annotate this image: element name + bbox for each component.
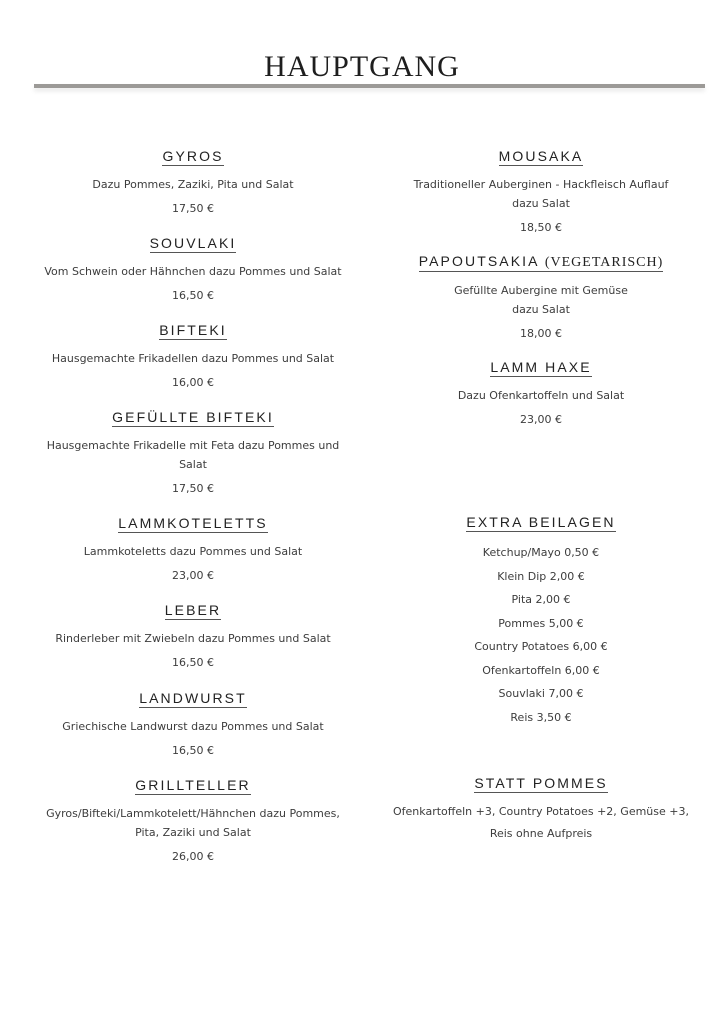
item-price: 17,50 € — [172, 202, 214, 215]
item-description: Dazu Pommes, Zaziki, Pita und Salat — [92, 178, 294, 191]
item-price: 23,00 € — [172, 569, 214, 582]
side-dish-item: Klein Dip 2,00 € — [497, 569, 585, 583]
page-title: HAUPTGANG — [264, 50, 460, 84]
side-dish-item: Pita 2,00 € — [511, 593, 571, 606]
item-description: Rinderleber mit Zwiebeln dazu Pommes und Salat — [55, 632, 331, 645]
side-dish-item: Country Potatoes 6,00 € — [474, 640, 608, 653]
extra-beilagen-section — [380, 512, 702, 729]
item-name: GYROS — [162, 148, 224, 164]
item-name: GEFÜLLTE BIFTEKI — [112, 409, 274, 425]
extra-beilagen-list — [380, 541, 702, 729]
description-line: Traditioneller Auberginen - Hackfleisch Auflauf — [413, 178, 669, 191]
item-name — [419, 254, 664, 272]
item-description: Dazu Ofenkartoffeln und Salat — [457, 389, 625, 402]
description-line: Pita, Zaziki und Salat — [135, 826, 251, 839]
side-dish-item: Souvlaki 7,00 € — [498, 687, 584, 700]
menu-item-grillteller — [28, 775, 358, 866]
item-price: 16,50 € — [172, 744, 214, 757]
item-price: 16,50 € — [172, 656, 214, 669]
extra-beilagen-heading: EXTRA BEILAGEN — [466, 514, 616, 530]
item-price: 16,00 € — [172, 376, 214, 389]
side-dish-item: Pommes 5,00 € — [498, 616, 584, 630]
side-dish-item: Ketchup/Mayo 0,50 € — [482, 546, 600, 559]
menu-item-mousaka — [380, 146, 702, 237]
item-name: GRILLTELLER — [135, 777, 251, 793]
item-description — [28, 804, 358, 842]
item-description: Griechische Landwurst dazu Pommes und Salat — [62, 720, 324, 733]
statt-pommes-line: Reis ohne Aufpreis — [489, 827, 593, 840]
item-price: 18,50 € — [520, 221, 562, 234]
description-line: Hausgemachte Frikadelle mit Feta dazu Pommes und — [46, 439, 340, 452]
item-name: LAMM HAXE — [490, 359, 592, 375]
item-price: 17,50 € — [172, 482, 214, 495]
menu-item-souvlaki — [28, 233, 358, 305]
item-description: Hausgemachte Frikadellen dazu Pommes und Salat — [51, 352, 335, 365]
item-price: 26,00 € — [172, 850, 214, 863]
statt-pommes-heading: STATT POMMES — [474, 775, 608, 791]
menu-item-lamm-haxe — [380, 357, 702, 429]
menu-item-gyros — [28, 146, 358, 218]
item-price: 16,50 € — [172, 289, 214, 302]
side-dish-item: Ofenkartoffeln 6,00 € — [482, 663, 600, 677]
item-name: BIFTEKI — [159, 322, 227, 338]
item-name: LANDWURST — [139, 690, 247, 706]
item-description — [380, 281, 702, 319]
menu-item-gefuellte-bifteki — [28, 407, 358, 498]
description-line: Gefüllte Aubergine mit Gemüse — [454, 284, 628, 297]
side-dish-item: Reis 3,50 € — [510, 710, 572, 724]
item-price: 23,00 € — [520, 413, 562, 426]
item-description — [380, 175, 702, 213]
description-line: Gyros/Bifteki/Lammkotelett/Hähnchen dazu Pommes, — [46, 807, 340, 820]
menu-item-lammkoteletts — [28, 513, 358, 585]
menu-item-bifteki — [28, 320, 358, 392]
menu-item-leber — [28, 600, 358, 672]
item-description — [28, 436, 358, 474]
item-price: 18,00 € — [520, 327, 562, 340]
statt-pommes-section — [380, 773, 702, 845]
item-description: Vom Schwein oder Hähnchen dazu Pommes und Salat — [44, 265, 342, 278]
item-name: MOUSAKA — [498, 148, 584, 164]
title-divider — [34, 84, 705, 88]
menu-item-landwurst — [28, 688, 358, 760]
description-line: dazu Salat — [512, 303, 570, 316]
description-line: Salat — [179, 458, 207, 471]
item-name: SOUVLAKI — [149, 235, 237, 251]
statt-pommes-text — [380, 801, 702, 845]
vegetarian-tag: (VEGETARISCH) — [544, 255, 664, 270]
description-line: dazu Salat — [512, 197, 570, 210]
item-name: LEBER — [164, 602, 222, 618]
item-name: LAMMKOTELETTS — [118, 515, 268, 531]
item-name-text: PAPOUTSAKIA — [418, 253, 539, 269]
statt-pommes-line: Ofenkartoffeln +3, Country Potatoes +2, Gemüse +3, — [393, 805, 689, 818]
item-description: Lammkoteletts dazu Pommes und Salat — [83, 545, 303, 558]
menu-item-papoutsakia — [380, 251, 702, 343]
